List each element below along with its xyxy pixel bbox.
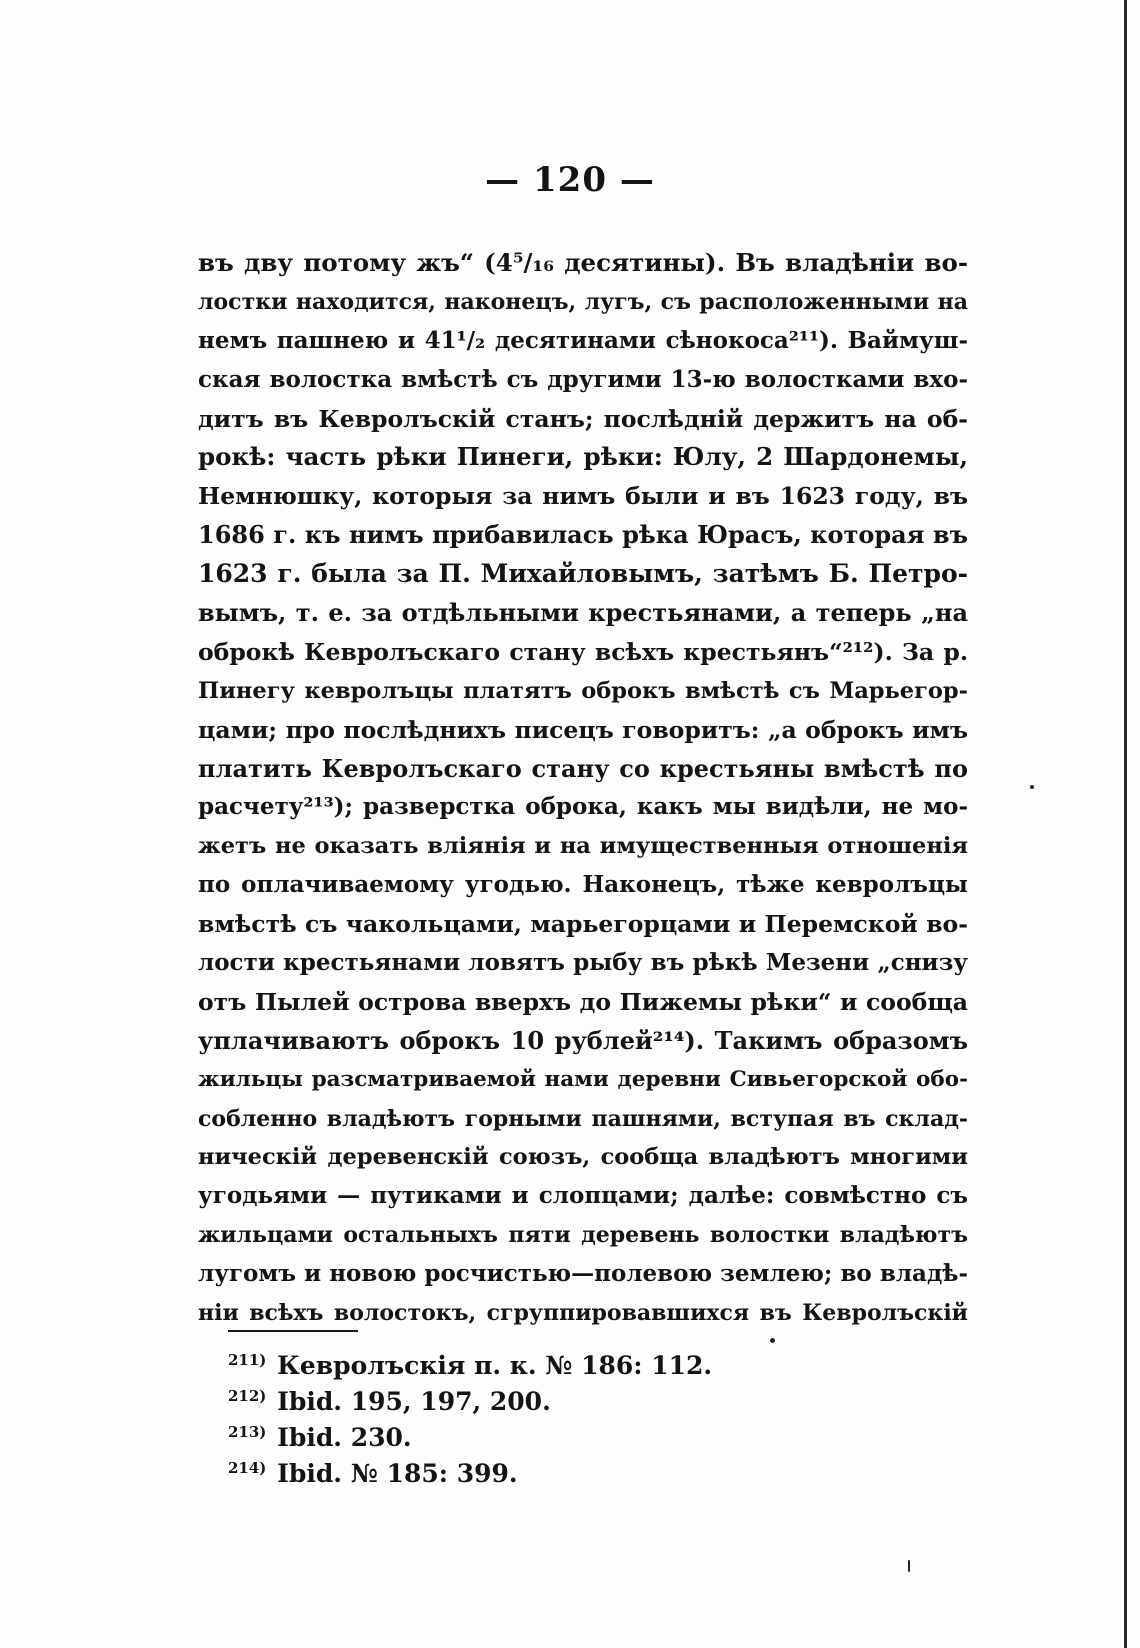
footnote (228, 1378, 928, 1414)
footnote (228, 1414, 928, 1450)
footnote-divider (228, 1330, 358, 1332)
text-line: 1686 г. къ нимъ прибавилась рѣка Юрасъ, которая въ (198, 520, 968, 550)
text-line: вмѣстѣ съ чакольцами, марьегорцами и Перемской во- (198, 910, 968, 939)
footnote (228, 1450, 928, 1486)
text-line: платить Кевролъскаго стану со крестьяны вмѣстѣ по (198, 753, 968, 783)
text-line: рокѣ: часть рѣки Пинеги, рѣки: Юлу, 2 Шардонемы, (198, 442, 968, 472)
text-line: дитъ въ Кевролъскій станъ; послѣдній держитъ на об- (198, 404, 968, 433)
text-line: собленно владѣютъ горными пашнями, вступая въ склад- (198, 1105, 968, 1132)
text-line: вымъ, т. е. за отдѣльными крестьянами, а теперь „на (198, 598, 968, 628)
text-line: лости крестьянами ловятъ рыбу въ рѣкѣ Мезени „снизу (198, 949, 968, 977)
footnote-mark: 213) (228, 1423, 267, 1441)
text-line: угодьями — путиками и слопцами; далѣе: совмѣстно съ (198, 1182, 968, 1210)
scan-speck (908, 1560, 910, 1572)
footnotes (228, 1342, 928, 1486)
page-number: — 120 — (485, 160, 655, 200)
footnote-mark: 212) (228, 1387, 267, 1405)
text-line: жетъ не оказать вліянія и на имущественныя отношенія (198, 833, 968, 860)
footnote-text: Ibid. 195, 197, 200. (277, 1387, 551, 1416)
text-line: лугомъ и новою росчистью—полевою землею; во владѣ- (198, 1260, 968, 1288)
text-line: ская волостка вмѣстѣ съ другими 13-ю волостками вхо- (198, 365, 968, 393)
footnote-text: Кевролъскія п. к. № 186: 112. (277, 1351, 713, 1380)
text-line: по оплачиваемому угодью. Наконецъ, тѣже кевролъцы (198, 871, 968, 899)
text-line: расчету²¹³); разверстка оброка, какъ мы видѣли, не мо- (198, 793, 968, 821)
footnote (228, 1342, 928, 1378)
body-text (198, 244, 968, 1333)
text-line: Немнюшку, которыя за нимъ были и въ 1623 году, въ (198, 482, 968, 511)
text-line: ніи всѣхъ волостокъ, сгруппировавшихся въ Кевролъскій (198, 1300, 968, 1327)
footnote-text: Ibid. 230. (277, 1423, 412, 1452)
scan-speck (770, 1338, 775, 1343)
text-line: уплачиваютъ оброкъ 10 рублей²¹⁴). Такимъ образомъ (198, 1025, 968, 1055)
footnote-mark: 214) (228, 1459, 267, 1477)
footnote-text: Ibid. № 185: 399. (277, 1459, 518, 1488)
text-line: отъ Пылей острова вверхъ до Пижемы рѣки“ и сообща (198, 987, 968, 1016)
text-line: въ дву потому жъ“ (4⁵/₁₆ десятины). Въ владѣніи во- (198, 248, 968, 277)
scan-page-edge (1124, 0, 1127, 1648)
scan-speck (1030, 785, 1034, 789)
text-line: 1623 г. была за П. Михайловымъ, затѣмъ Б. Петро- (198, 559, 968, 589)
footnote-mark: 211) (228, 1351, 267, 1369)
text-line: Пинегу кевролъцы платятъ оброкъ вмѣстѣ съ Марьегор- (198, 677, 968, 704)
text-line: жильцы разсматриваемой нами деревни Сивьегорской обо- (198, 1066, 968, 1092)
text-line: ническій деревенскій союзъ, сообща владѣютъ многими (198, 1144, 968, 1171)
text-line: немъ пашнею и 41¹/₂ десятинами сѣнокоса²¹¹). Ваймуш- (198, 326, 968, 354)
text-line: цами; про послѣднихъ писецъ говоритъ: „а оброкъ имъ (198, 715, 968, 744)
text-line: лостки находится, наконецъ, лугъ, съ расположенными на (198, 288, 968, 315)
text-line: жильцами остальныхъ пяти деревень волостки владѣютъ (198, 1222, 968, 1249)
text-line: оброкѣ Кевролъскаго стану всѣхъ крестьянъ“²¹²). За р. (198, 637, 968, 666)
